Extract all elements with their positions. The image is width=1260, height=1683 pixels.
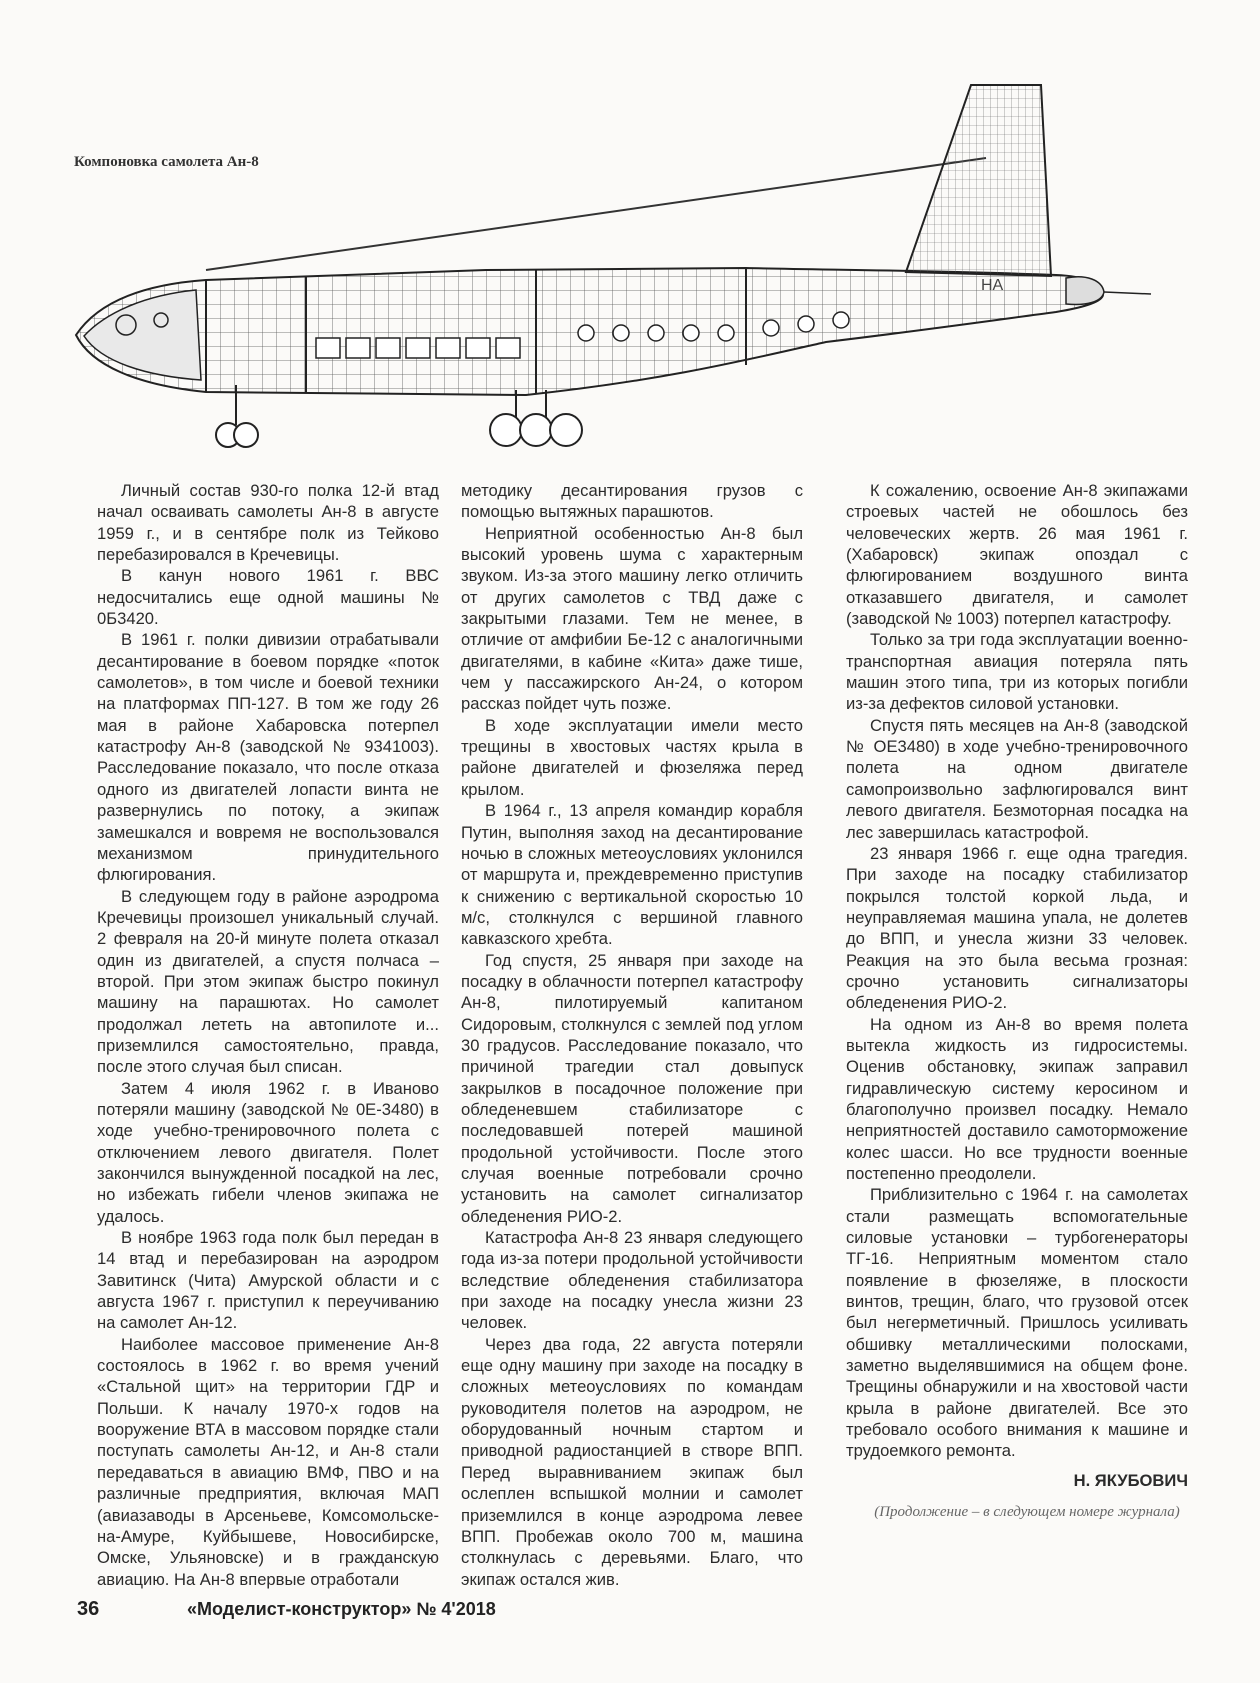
paragraph: Затем 4 июля 1962 г. в Иваново потеряли машину (заводской № 0Е-3480) в ходе учебно-тренировочного полета с отключением левого двигателя. Полет закончился вынужденной посадкой на лес, но избежать гибели членов экипажа не удалось. bbox=[97, 1078, 439, 1226]
text-column-3 bbox=[846, 480, 1188, 1522]
page-footer bbox=[77, 1598, 496, 1621]
paragraph: В ноябре 1963 года полк был передан в 14 втад и перебазирован на аэродром Завитинск (Чита) Амурской области и с августа 1967 г. приступил к переучиванию на самолет Ан-12. bbox=[97, 1228, 439, 1333]
paragraph: К сожалению, освоение Ан-8 экипажами строевых частей не обошлось без человеческих жертв. 26 мая 1961 г. (Хабаровск) экипаж опоздал с флюгированием воздушного винта отказавшего двигателя, и самолет (заводской № 1003) потерпел катастрофу. bbox=[846, 481, 1188, 629]
paragraph: В канун нового 1961 г. ВВС недосчитались еще одной машины № 0Б3420. bbox=[97, 566, 439, 629]
paragraph: Приблизительно с 1964 г. на самолетах стали размещать вспомогательные силовые установки – турбогенераторы ТГ-16. Неприятным моментом стало появление в фюзеляже, в плоскости винтов, трещин, благо, что грузовой отсек был негерметичный. Пришлось усиливать обшивку металлическими полосками, заметно выделявшимися на общем фоне. Трещины обнаружили и на хвостовой части крыла в районе двигателей. Все это требовало особого внимания к машине и трудоемкого ремонта. bbox=[846, 1185, 1188, 1461]
author-signature: Н. ЯКУБОВИЧ bbox=[1073, 1470, 1188, 1490]
text-column-2 bbox=[461, 480, 803, 1590]
paragraph: В 1964 г., 13 апреля командир корабля Путин, выполняя заход на десантирование ночью в сложных метеоусловиях уклонился от маршрута и, преждевременно приступив к снижению с вертикальной скоростью 10 м/с, столкнулся с вершиной главного кавказского хребта. bbox=[461, 801, 803, 949]
paragraph: На одном из Ан-8 во время полета вытекла жидкость из гидросистемы. Оценив обстановку, экипаж заправил гидравлическую систему керосином и благополучно произвел посадку. Немало неприятностей доставило самоторможение колес шасси. Но все трудности военные постепенно преодолели. bbox=[846, 1014, 1188, 1183]
paragraph: методику десантирования грузов с помощью вытяжных парашютов. bbox=[461, 481, 803, 522]
an8-cutaway-drawing bbox=[66, 80, 1206, 462]
tail-marking: НА bbox=[981, 277, 1004, 294]
paragraph: Только за три года эксплуатации военно-транспортная авиация потеряла пять машин этого типа, три из которых погибли из-за дефектов силовой установки. bbox=[846, 630, 1188, 714]
paragraph: Неприятной особенностью Ан-8 был высокий уровень шума с характерным звуком. Из-за этого машину легко отличить от других самолетов с ТВД даже с закрытыми глазами. Тем не менее, в отличие от амфибии Бе-12 с аналогичными двигателями, в кабине «Кита» даже тише, чем у пассажирского Ан-24, о котором рассказ пойдет чуть позже. bbox=[461, 523, 803, 714]
paragraph: Год спустя, 25 января при заходе на посадку в облачности потерпел катастрофу Ан-8, пилотируемый капитаном Сидоровым, столкнулся с землей под углом 30 градусов. Расследование показало, что причиной трагедии стал довыпуск закрылков в посадочное положение при обледеневшем стабилизаторе с последовавшей потерей машиной продольной устойчивости. После этого случая военные потребовали срочно установить на самолет сигнализатор обледенения РИО-2. bbox=[461, 950, 803, 1226]
paragraph: Спустя пять месяцев на Ан-8 (заводской № ОЕ3480) в ходе учебно-тренировочного полета на одном двигателе самопроизвольно зафлюгировался винт левого двигателя. Безмоторная посадка на лес завершилась катастрофой. bbox=[846, 715, 1188, 842]
paragraph: Наиболее массовое применение Ан-8 состоялось в 1962 г. во время учений «Стальной щит» на территории ГДР и Польши. К началу 1970-х годов на вооружение ВТА в массовом порядке стали поступать самолеты Ан-12, и Ан-8 стали передаваться в авиацию ВМФ, ПВО и на различные предприятия, включая МАП (авиазаводы в Арсеньеве, Комсомольске-на-Амуре, Куйбышеве, Новосибирске, Омске, Ульяновске) и в гражданскую авиацию. На Ан-8 впервые отработали bbox=[97, 1334, 439, 1589]
paragraph: В 1961 г. полки дивизии отрабатывали десантирование в боевом порядке «поток самолетов», в том числе и боевой техники на платформах ПП-127. В том же году 26 мая в районе Хабаровска потерпел катастрофу Ан-8 (заводской № 9341003). Расследование показало, что после отказа одного из двигателей лопасти винта не развернулись по потоку, а экипаж замешкался и вовремя не воспользовался механизмом принудительного флюгирования. bbox=[97, 630, 439, 885]
text-column-1 bbox=[97, 480, 439, 1590]
magazine-title: «Моделист-конструктор» № 4'2018 bbox=[187, 1599, 496, 1619]
paragraph: Катастрофа Ан-8 23 января следующего года из-за потери продольной устойчивости вследствие обледенения стабилизатора при заходе на посадку унесла жизни 23 человек. bbox=[461, 1228, 803, 1333]
paragraph: Через два года, 22 августа потеряли еще одну машину при заходе на посадку в сложных метеоусловиях по командам руководителя полетов на аэродром, не оборудованный ночным стартом и приводной радиостанцией в створе ВПП. Перед выравниванием экипаж был ослеплен вспышкой молнии и самолет приземлился в конце аэродрома левее ВПП. Пробежав около 700 м, машина столкнулась с деревьями. Благо, что экипаж остался жив. bbox=[461, 1334, 803, 1589]
paragraph: 23 января 1966 г. еще одна трагедия. При заходе на посадку стабилизатор покрылся толстой коркой льда, и неуправляемая машина упала, не долетев до ВПП, и унесла жизни 33 человек. Реакция на это была весьма грозная: срочно установить сигнализаторы обледенения РИО-2. bbox=[846, 843, 1188, 1013]
paragraph: Личный состав 930-го полка 12-й втад начал осваивать самолеты Ан-8 в августе 1959 г., и в сентябре полк из Тейково перебазировался в Кречевицы. bbox=[97, 481, 439, 565]
continuation-note: (Продолжение – в следующем номере журнала) bbox=[874, 1504, 1180, 1521]
paragraph: В ходе эксплуатации имели место трещины в хвостовых частях крыла в районе двигателей и фюзеляжа перед крылом. bbox=[461, 715, 803, 799]
paragraph: В следующем году в районе аэродрома Кречевицы произошел уникальный случай. 2 февраля на 20-й минуте полета отказал один из двигателей, а спустя полчаса – второй. При этом экипаж быстро покинул машину на парашютах. Но самолет продолжал лететь на автопилоте и... приземлился самостоятельно, правда, после этого случая был списан. bbox=[97, 886, 439, 1077]
page-number: 36 bbox=[77, 1598, 100, 1620]
figure-caption: Компоновка самолета Ан-8 bbox=[74, 154, 259, 170]
